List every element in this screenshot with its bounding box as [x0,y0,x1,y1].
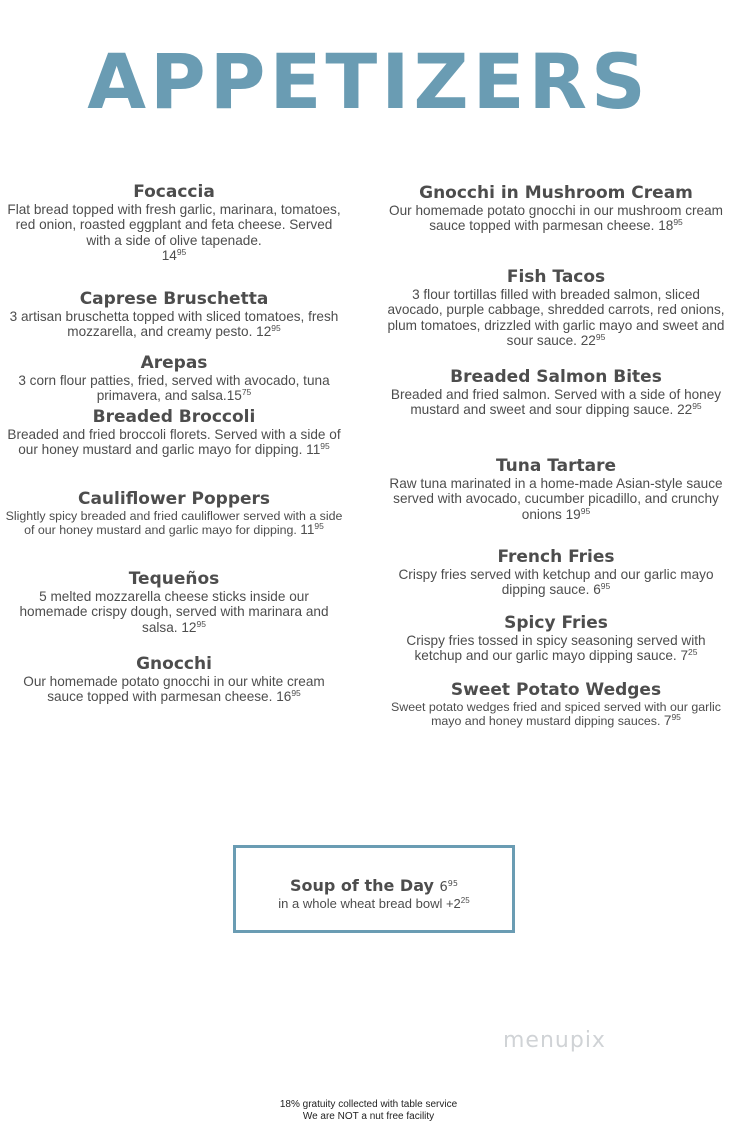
soup-price: $6^{95}$ [439,879,458,895]
item-description: 3 artisan bruschetta topped with sliced tomatoes, fresh mozzarella, and creamy pesto. $12^{95}$ [9,309,339,340]
nut-warning-note: We are NOT a nut free facility [302,1111,435,1122]
item-price: $7^{95}$ [663,712,681,729]
menu-item-gnocchi [4,655,344,705]
item-description: Raw tuna marinated in a home-made Asian-style sauce served with avocado, cucumber picadillo, and crunchy onions $19^{95}$ [389,476,723,522]
item-price: $12^{95}$ [181,618,206,635]
item-description: Breaded and fried salmon. Served with a side of honey mustard and sweet and sour dipping sauce. $22^{95}$ [390,387,722,418]
menu-item-french-fries [386,548,726,598]
item-description: 3 corn flour patties, fried, served with avocado, tuna primavera, and $salsa.15^{75}$ [18,373,330,404]
item-name: Sweet Potato Wedges [450,680,662,700]
item-price: $15^{75}$ [226,387,252,404]
menu-item-arepas [4,354,344,404]
menu-item-spicy-fries [386,614,726,664]
item-description: 5 melted mozzarella cheese sticks inside our homemade crispy dough, served with marinara and salsa. $12^{95}$ [19,589,329,635]
item-name: Gnocchi [136,654,212,674]
item-description: 3 flour tortillas filled with breaded salmon, sliced avocado, purple cabbage, shredded carrots, red onions, plum tomatoes, drizzled with garlic mayo and sweet and sour sauce. $22^{95}$ [387,287,725,349]
item-name: Tequeños [128,569,220,589]
menu-item-focaccia [4,183,344,264]
item-description: Flat bread topped with fresh garlic, marinara, tomatoes, red onion, roasted eggplant and feta cheese. Served with a side of olive tapenade. $14^{95}$ [7,202,341,264]
item-price: $18^{95}$ [658,217,683,234]
item-description: Our homemade potato gnocchi in our mushroom cream sauce topped with parmesan cheese. $18^{95}$ [389,203,723,234]
item-price: $11^{95}$ [300,521,324,538]
page-title: APPETIZERS [87,37,650,126]
item-price: $12^{95}$ [256,323,281,340]
footer-notes [0,1099,737,1123]
item-name: Gnocchi in Mushroom Cream [419,183,693,203]
menupix-watermark: menupix [503,1028,606,1053]
item-price: $19^{95}$ [565,505,591,522]
item-description: Sweet potato wedges fried and spiced served with our garlic mayo and honey mustard dipping sauces. $7^{95}$ [391,700,721,729]
item-price: $11^{95}$ [306,441,330,458]
item-description: Our homemade potato gnocchi in our white cream sauce topped with parmesan cheese. $16^{95}$ [23,674,325,705]
menu-item-gnocchi-mushroom-cream [386,184,726,234]
menu-item-breaded-salmon-bites [386,368,726,418]
soup-title: Soup of the Day $6^{95}$ [290,876,458,895]
menu-item-tuna-tartare [386,457,726,522]
item-description: Crispy fries tossed in spicy seasoning served with ketchup and our garlic mayo dipping sauce. $7^{25}$ [406,633,706,664]
menu-item-tequenos [4,570,344,635]
menu-item-fish-tacos [386,268,726,349]
item-description: Slightly spicy breaded and fried cauliflower served with a side of our honey mustard and garlic mayo for dipping. $11^{95}$ [5,509,343,538]
item-name: Caprese Bruschetta [79,289,269,309]
item-name: Tuna Tartare [495,456,617,476]
soup-of-the-day-box [233,845,515,933]
item-name: Cauliflower Poppers [77,489,271,509]
item-name: Fish Tacos [506,267,606,287]
item-price: $22^{95}$ [677,401,702,418]
menu-item-cauliflower-poppers [4,490,344,538]
item-price: $6^{95}$ [593,581,611,598]
item-price: $7^{25}$ [680,647,698,664]
item-price: $14^{95}$ [161,247,187,264]
menu-item-breaded-broccoli [4,408,344,458]
gratuity-note: 18% gratuity collected with table service [279,1099,458,1110]
menu-item-caprese-bruschetta [4,290,344,340]
item-price: $22^{95}$ [580,332,606,349]
item-name: French Fries [497,547,615,567]
item-name: Breaded Broccoli [92,407,256,427]
item-name: Arepas [140,353,208,373]
item-description: Crispy fries served with ketchup and our garlic mayo dipping sauce. $6^{95}$ [398,567,714,598]
menu-item-sweet-potato-wedges [386,681,726,729]
item-price: $16^{95}$ [276,688,301,705]
item-name: Breaded Salmon Bites [450,367,662,387]
item-name: Spicy Fries [504,613,608,633]
item-description: Breaded and fried broccoli florets. Served with a side of our honey mustard and garlic mayo for dipping. $11^{95}$ [7,427,341,458]
item-name: Focaccia [133,182,215,202]
soup-subtitle: in a whole wheat bread bowl $+2^{25}$ [278,896,470,911]
